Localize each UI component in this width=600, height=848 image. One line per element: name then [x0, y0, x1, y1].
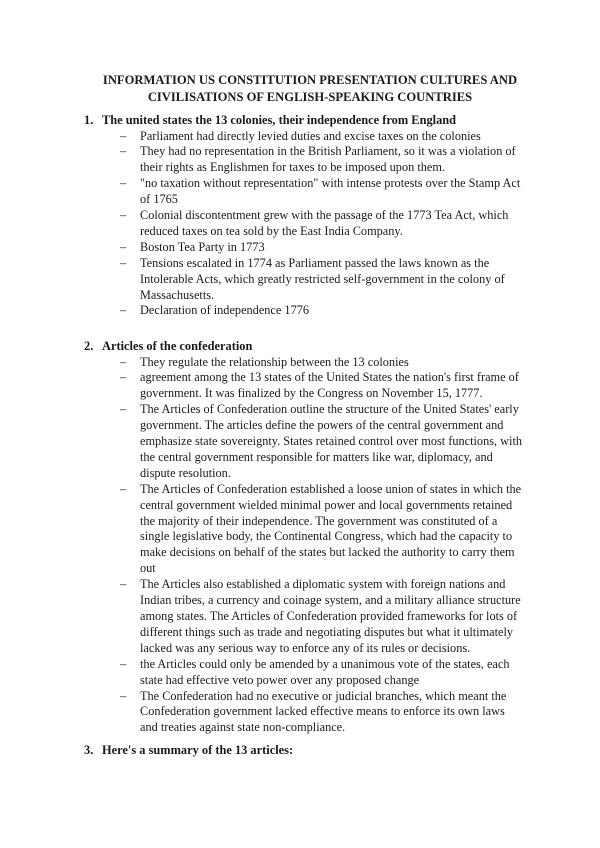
- list-item-text: Boston Tea Party in 1773: [140, 239, 265, 254]
- list-item: [84, 208, 524, 240]
- section-heading: [84, 112, 524, 129]
- bullet-dash: –: [120, 176, 127, 191]
- list-item-text: The Articles of Confederation outline the structure of the United States' early government. The articles define the powers of the central government and emphasize state sovereignty. States retained control over most functions, with the central government responsible for matters like war, diplomacy, and dispute resolution.: [140, 402, 523, 480]
- document-title: INFORMATION US CONSTITUTION PRESENTATION CULTURES AND CIVILISATIONS OF ENGLISH-SPEAKING COUNTRIES: [102, 73, 518, 104]
- list-item: [84, 176, 524, 208]
- list-item-text: agreement among the 13 states of the United States the nation's first frame of government. It was finalized by the Congress on November 15, 1777.: [140, 370, 519, 401]
- bullet-dash: –: [120, 255, 127, 270]
- list-item: [84, 402, 524, 482]
- section-number: 3.: [84, 743, 94, 757]
- list-item-text: They had no representation in the British Parliament, so it was a violation of their rights as Englishmen for taxes to be imposed upon them.: [140, 144, 516, 175]
- section-heading-text: Here's a summary of the 13 articles:: [102, 743, 294, 757]
- bullet-dash: –: [120, 656, 127, 671]
- list-item-text: Declaration of independence 1776: [140, 303, 310, 318]
- bullet-dash: –: [120, 303, 127, 318]
- section-heading-text: Articles of the confederation: [102, 339, 253, 353]
- list-item-text: Tensions escalated in 1774 as Parliament passed the laws known as the Intolerable Acts, which greatly restricted self-government in the colony of Massachusetts.: [140, 255, 505, 302]
- list-item: [84, 129, 524, 145]
- list-item: [84, 355, 524, 371]
- bullet-dash: –: [120, 481, 127, 496]
- list-item: [84, 370, 524, 402]
- list-item-text: The Articles of Confederation established a loose union of states in which the central government wielded minimal power and local governments retained the majority of their independence. The government was constituted of a single legislative body, the Continental Congress, which had the capacity to make decisions on behalf of the states but lacked the authority to carry them out: [140, 481, 522, 576]
- list-item-text: Parliament had directly levied duties and excise taxes on the colonies: [140, 128, 481, 143]
- list-item-text: "no taxation without representation" with intense protests over the Stamp Act of 1765: [140, 176, 521, 207]
- list-item: [84, 240, 524, 256]
- list-item: [84, 577, 524, 657]
- list-item-text: the Articles could only be amended by a unanimous vote of the states, each state had effective veto power over any proposed change: [140, 656, 510, 687]
- bullet-dash: –: [120, 370, 127, 385]
- bullet-dash: –: [120, 239, 127, 254]
- bullet-list: [84, 355, 524, 737]
- list-item-text: The Articles also established a diplomatic system with foreign nations and Indian tribes, a currency and coinage system, and a military alliance structure among states. The Articles of Confederation provided frameworks for lots of different things such as trade and negotiating disputes but what it ultimately lacked was any serious way to enforce any of its rules or decisions.: [140, 577, 521, 655]
- section-number: 1.: [84, 113, 94, 127]
- bullet-dash: –: [120, 128, 127, 143]
- list-item-text: They regulate the relationship between the 13 colonies: [140, 354, 409, 369]
- list-item: [84, 482, 524, 577]
- section-summary-of-articles: [84, 742, 524, 759]
- list-item: [84, 689, 524, 737]
- bullet-dash: –: [120, 402, 127, 417]
- list-item: [84, 657, 524, 689]
- bullet-dash: –: [120, 208, 127, 223]
- list-item-text: The Confederation had no executive or judicial branches, which meant the Confederation government lacked effective means to enforce its own laws and treaties against state non-compliance.: [140, 688, 507, 735]
- section-heading: [84, 742, 524, 759]
- bullet-dash: –: [120, 688, 127, 703]
- bullet-dash: –: [120, 354, 127, 369]
- bullet-list: [84, 129, 524, 320]
- section-independence: [84, 112, 524, 319]
- section-heading-text: The united states the 13 colonies, their independence from England: [102, 113, 457, 127]
- bullet-dash: –: [120, 577, 127, 592]
- section-articles-of-confederation: [84, 338, 524, 736]
- section-number: 2.: [84, 339, 94, 353]
- list-item: [84, 144, 524, 176]
- list-item: [84, 303, 524, 319]
- section-heading: [84, 338, 524, 355]
- bullet-dash: –: [120, 144, 127, 159]
- list-item: [84, 256, 524, 304]
- list-item-text: Colonial discontentment grew with the passage of the 1773 Tea Act, which reduced taxes on tea sold by the East India Company.: [140, 208, 509, 238]
